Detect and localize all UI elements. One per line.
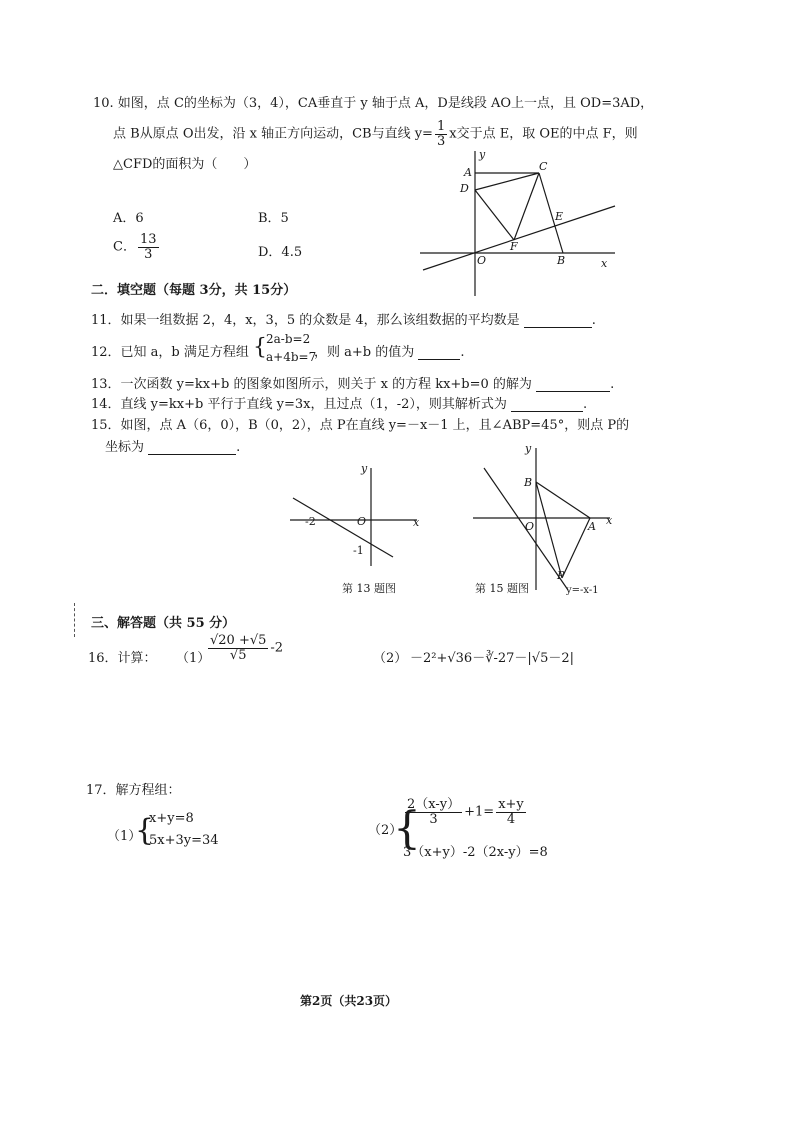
q15-line1: 15．如图，点 A（6，0），B（0，2），点 P在直线 y=－x－1 上，且∠ABP=45°，则点 P的 (91, 418, 630, 433)
q13-end: . (610, 377, 615, 392)
q14-end: . (583, 397, 588, 412)
frac-num: 1 (436, 119, 446, 134)
frac-num: x+y (498, 797, 524, 812)
q13-figure-caption: 第 13 题图 (342, 582, 396, 595)
label-minus-1: -1 (353, 544, 364, 557)
q14-text: 14．直线 y=kx+b 平行于直线 y=3x，且过点（1，-2），则其解析式为 (91, 397, 507, 412)
q17-2-label: （2） (368, 823, 403, 838)
q11-text: 11．如果一组数据 2，4，x，3，5 的众数是 4，那么该组数据的平均数是 (91, 313, 520, 328)
section3-heading: 三、解答题（共 55 分） (91, 616, 236, 631)
frac-den: 3 (436, 133, 446, 149)
label-x: x (413, 516, 420, 529)
segment-FC (514, 173, 539, 240)
frac-den: √5 (229, 647, 247, 663)
segment-AP (562, 518, 590, 578)
segment-DC (475, 173, 539, 190)
q17-1-label: （1） (107, 829, 142, 844)
q15-end: . (236, 440, 241, 455)
q17-1-eq2: 5x+3y=34 (149, 833, 219, 848)
q10-line2-text-b: x交于点 E，取 OE的中点 F，则 (449, 126, 638, 142)
q12-eq2: a+4b=7 (266, 350, 317, 364)
q17-2-brace: { (393, 803, 421, 854)
q12-text: ，则 a+b 的值为 (314, 345, 415, 360)
label-O: O (357, 515, 367, 528)
q13-figure (285, 458, 425, 570)
q13 (91, 373, 614, 392)
q16-1-expression (206, 634, 283, 662)
frac-num: √20 +√5 (210, 633, 267, 648)
q15-answer-blank[interactable] (148, 442, 236, 455)
label-x: x (601, 257, 608, 270)
q15-line2 (105, 436, 240, 455)
frac-num: 2（x-y） (407, 797, 461, 812)
q10-figure (415, 146, 625, 302)
section2-heading: 二．填空题（每题 3分，共 15分） (91, 283, 297, 298)
binding-margin-line (74, 603, 75, 637)
frac-den: 4 (506, 811, 516, 827)
q15-figure-caption: 第 15 题图 (475, 582, 529, 595)
q11-answer-blank[interactable] (524, 315, 592, 328)
q10-line1: 10. 如图，点 C的坐标为（3，4），CA垂直于 y 轴于点 A，D是线段 AO上一点，且 OD=3AD， (93, 96, 654, 111)
q10-option-b: B．5 (258, 211, 289, 226)
q13-answer-blank[interactable] (536, 379, 610, 392)
label-A: A (588, 520, 596, 533)
label-y: y (525, 442, 532, 455)
q12-end: . (460, 345, 465, 360)
q15-text: 坐标为 (105, 440, 145, 455)
q16-1-fraction (208, 634, 268, 662)
label-B: B (557, 254, 566, 267)
label-y: y (479, 148, 486, 161)
q17-2-right-fraction (496, 798, 526, 826)
label-y: y (361, 462, 368, 475)
q15-figure (468, 440, 618, 596)
q10-option-a: A．6 (113, 211, 144, 226)
frac-den: 3 (429, 811, 438, 827)
q16-2-label: （2） (373, 651, 408, 666)
label-B: B (524, 476, 533, 489)
q10-fraction (435, 120, 447, 148)
q17-2-eq1-mid: +1= (464, 804, 495, 820)
label-D: D (460, 182, 469, 195)
q11 (91, 309, 596, 328)
label-O: O (477, 254, 487, 267)
q17-1-brace: { (135, 813, 155, 848)
q17-2-eq1 (403, 798, 528, 826)
frac-num: 13 (139, 232, 157, 247)
q14 (91, 393, 587, 412)
label-A: A (464, 166, 472, 179)
q10-option-d: D．4.5 (258, 245, 303, 260)
q12-eq1: 2a-b=2 (266, 332, 311, 346)
label-x: x (606, 514, 613, 527)
label-P: P (557, 569, 565, 582)
option-c-fraction (138, 233, 159, 261)
label-F: F (510, 240, 518, 253)
q17-2-eq2: 3（x+y）-2（2x-y）=8 (403, 845, 548, 860)
option-c-prefix: C． (113, 239, 136, 255)
q10-option-c (113, 233, 161, 261)
q12-suffix (314, 341, 465, 360)
q10-line3: △CFD的面积为（ ） (113, 157, 257, 172)
q17-label: 17．解方程组： (86, 783, 181, 798)
line-y-third-x (423, 206, 615, 270)
page-footer: 第2页（共23页） (300, 994, 398, 1008)
label-C: C (539, 160, 548, 173)
q17-1-eq1: x+y=8 (149, 811, 194, 826)
q14-answer-blank[interactable] (511, 399, 583, 412)
q12-brace: { (253, 335, 267, 360)
q16-2-expression: －2²+√36－∛-27－|√5－2| (410, 651, 575, 666)
q12-prefix: 12．已知 a，b 满足方程组 (91, 345, 249, 360)
q12-answer-blank[interactable] (418, 347, 460, 360)
label-O: O (525, 520, 535, 533)
label-E: E (555, 210, 564, 223)
frac-den: 3 (144, 246, 153, 262)
label-line-equation: y=-x-1 (566, 585, 599, 596)
q16-1-tail: -2 (270, 640, 284, 656)
label-minus-2: -2 (305, 515, 316, 528)
q16-label: 16．计算： (88, 651, 157, 666)
q13-text: 13．一次函数 y=kx+b 的图象如图所示，则关于 x 的方程 kx+b=0 的解为 (91, 377, 532, 392)
q17-2-left-fraction (405, 798, 462, 826)
q11-end: . (591, 313, 596, 328)
q10-line2-text-a: 点 B从原点 O出发，沿 x 轴正方向运动，CB与直线 y= (113, 126, 433, 142)
segment-DF (475, 190, 514, 240)
q10-line2 (113, 120, 638, 148)
q16-1-label: （1） (176, 651, 211, 666)
